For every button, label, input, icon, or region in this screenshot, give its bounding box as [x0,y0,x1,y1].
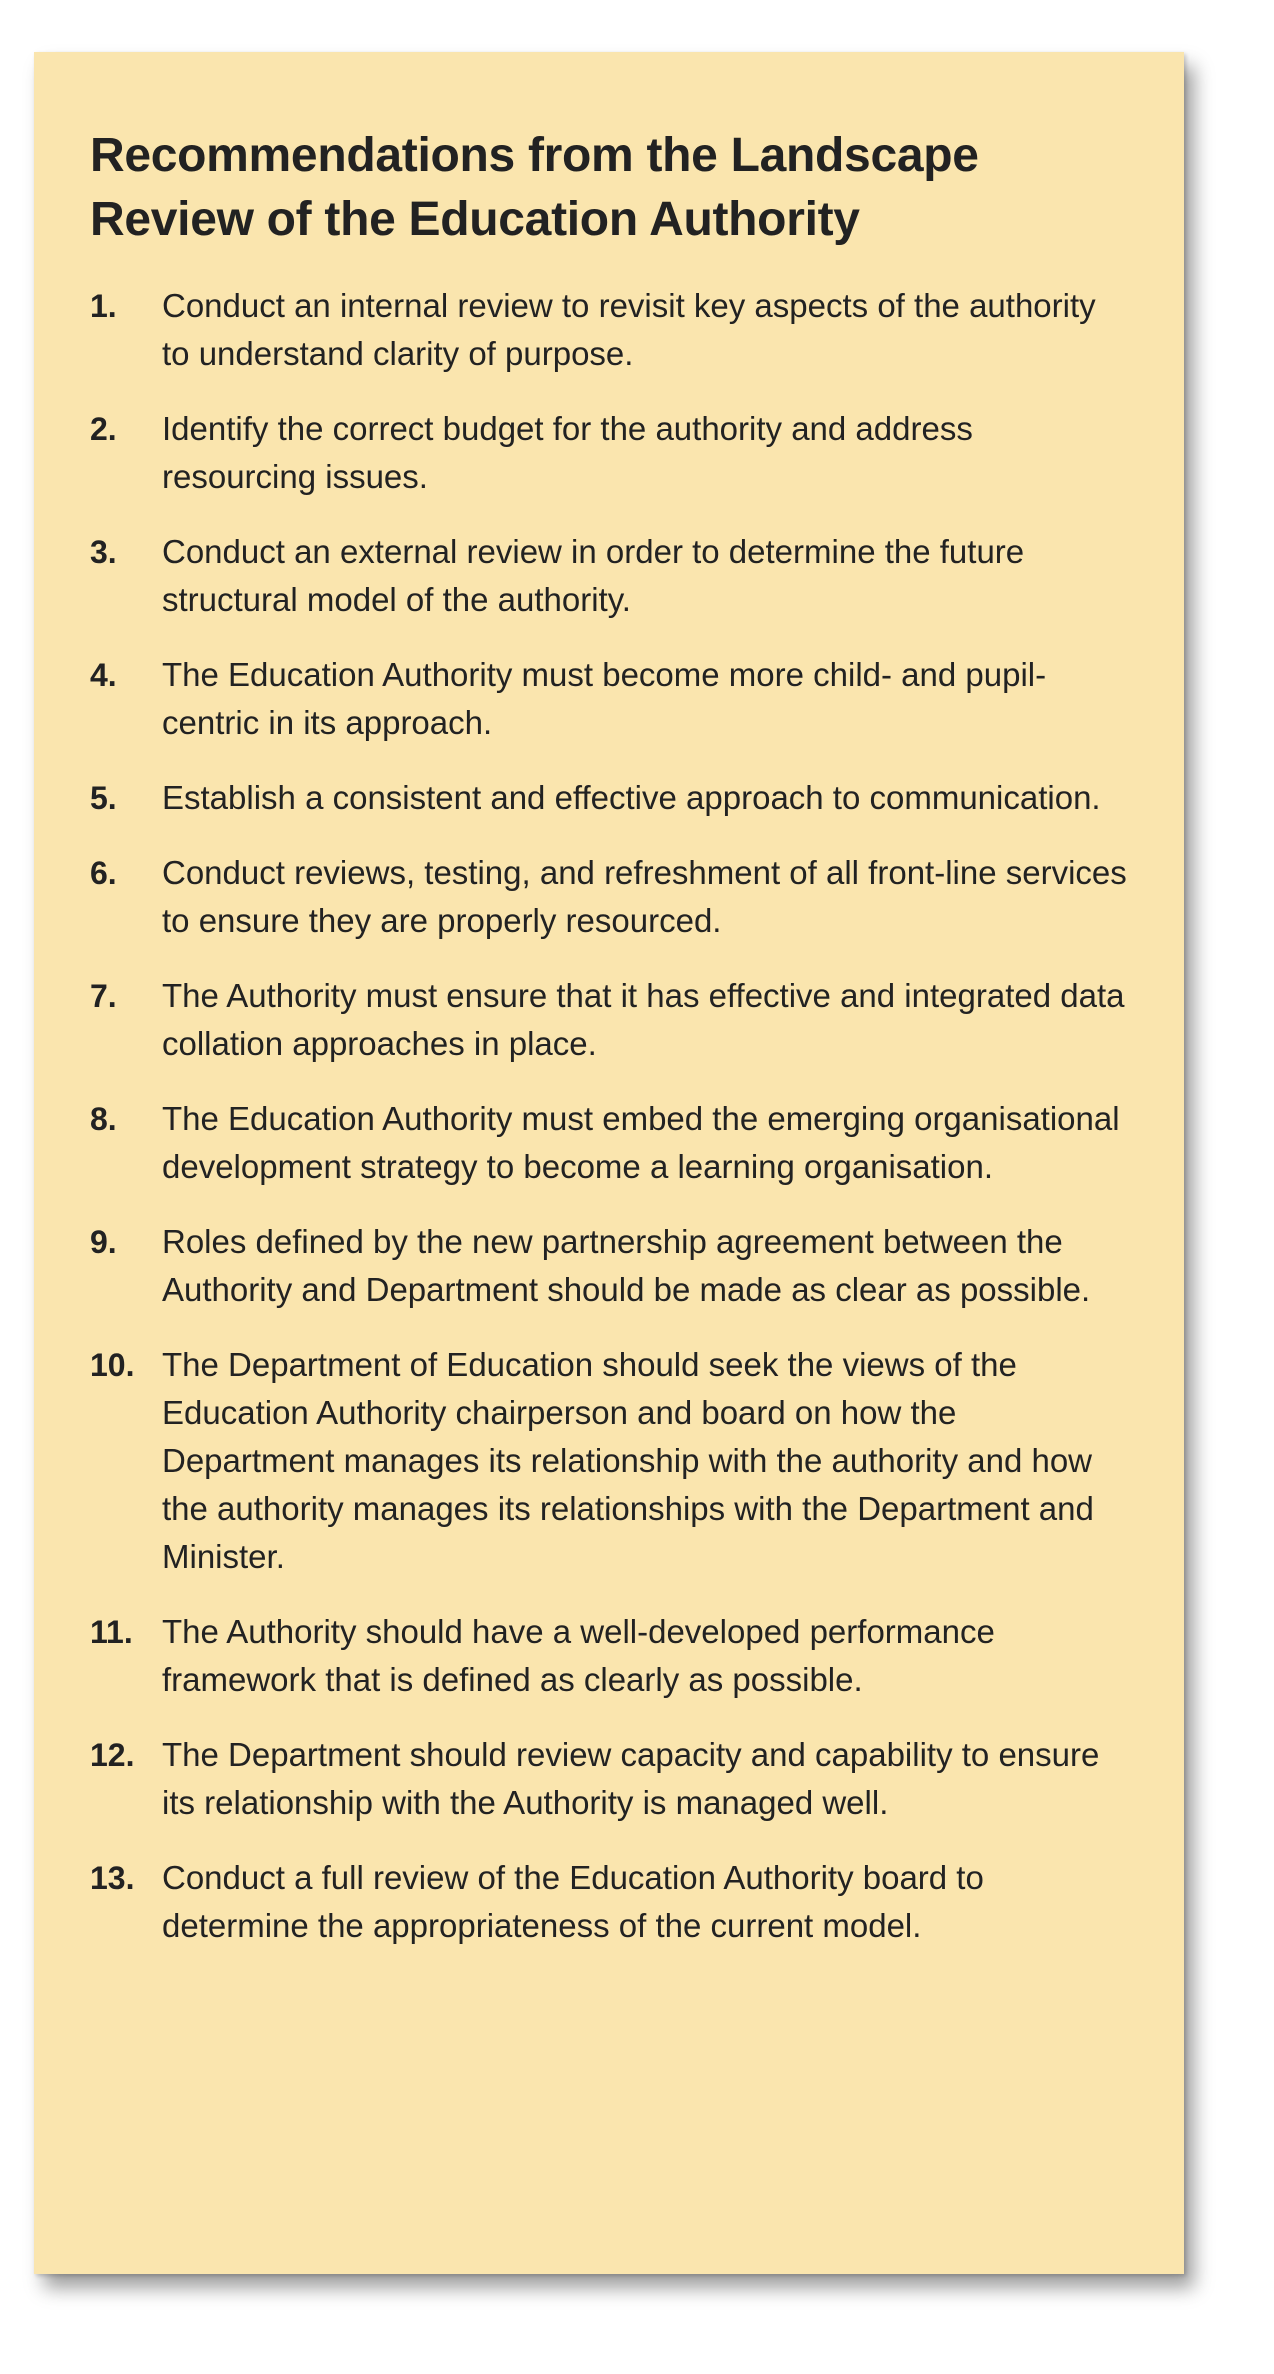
recommendation-number: 4. [90,657,117,693]
recommendations-list [90,282,1128,1950]
recommendation-text: Conduct a full review of the Education Authority board to determine the appropriateness of the current model. [162,1859,984,1944]
recommendation-item [90,651,1128,747]
recommendation-item [90,1095,1128,1191]
recommendation-number: 2. [90,411,117,447]
recommendation-item [90,972,1128,1068]
recommendation-text: The Education Authority must embed the emerging organisational development strategy to become a learning organisation. [162,1100,1120,1185]
recommendation-text: The Authority should have a well-developed performance framework that is defined as clearly as possible. [162,1613,995,1698]
recommendation-item [90,1341,1128,1581]
recommendation-text: The Department should review capacity and capability to ensure its relationship with the Authority is managed well. [162,1736,1100,1821]
recommendation-number: 3. [90,534,117,570]
recommendation-item [90,528,1128,624]
recommendation-number: 12. [90,1737,135,1773]
recommendation-text: Conduct reviews, testing, and refreshment of all front-line services to ensure they are properly resourced. [162,854,1127,939]
recommendation-number: 11. [90,1614,133,1650]
recommendation-text: The Authority must ensure that it has effective and integrated data collation approaches in place. [162,977,1125,1062]
recommendation-text: Identify the correct budget for the authority and address resourcing issues. [162,410,973,495]
recommendation-number: 1. [90,288,117,324]
recommendation-item [90,1854,1128,1950]
recommendation-text: Conduct an internal review to revisit key aspects of the authority to understand clarity of purpose. [162,287,1096,372]
recommendation-item [90,282,1128,378]
recommendation-text: The Education Authority must become more child- and pupil-centric in its approach. [162,656,1047,741]
recommendation-number: 6. [90,855,117,891]
recommendation-number: 5. [90,780,117,816]
recommendation-item [90,1731,1128,1827]
recommendation-item [90,1218,1128,1314]
recommendation-text: Establish a consistent and effective approach to communication. [162,779,1101,816]
recommendation-text: Conduct an external review in order to determine the future structural model of the authority. [162,533,1025,618]
recommendation-number: 9. [90,1224,117,1260]
recommendation-text: The Department of Education should seek the views of the Education Authority chairperson and board on how the Department manages its relationship with the authority and how the authority manages its relationships with the Department and Minister. [162,1346,1094,1575]
recommendation-item [90,405,1128,501]
recommendation-text: Roles defined by the new partnership agreement between the Authority and Department should be made as clear as possible. [162,1223,1091,1308]
recommendations-panel [34,52,1184,2274]
recommendation-number: 13. [90,1860,135,1896]
recommendation-item [90,1608,1128,1704]
recommendation-item [90,849,1128,945]
recommendation-number: 8. [90,1101,117,1137]
recommendation-number: 7. [90,978,117,1014]
recommendation-item [90,774,1128,822]
panel-title: Recommendations from the Landscape Review of the Education Authority [90,129,979,246]
recommendation-number: 10. [90,1347,135,1383]
